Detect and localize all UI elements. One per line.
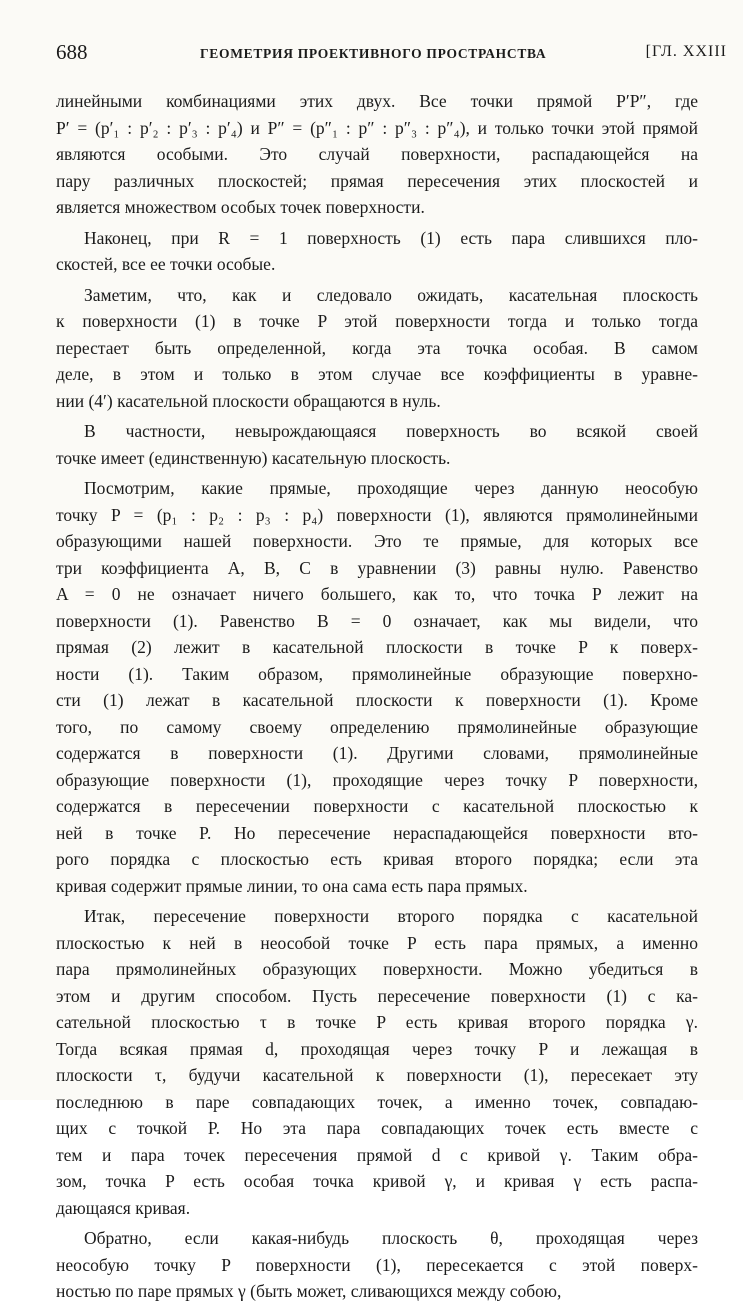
text-line: дающаяся кривая.: [56, 1197, 191, 1218]
text-line: последнюю в паре совпадающих точек, а именно точек, совпадаю-: [56, 1091, 698, 1112]
text-line: к поверхности (1) в точке P этой поверхности тогда и только тогда: [56, 311, 698, 331]
text-line: образующими нашей поверхности. Это те прямые, для которых все: [56, 531, 698, 551]
text-line: точку P = (p₁ : p₂ : p₃ : p₄) поверхности (1), являются прямолинейными: [56, 504, 698, 525]
text-line: В частности, невырождающаяся поверхность во всякой своей: [84, 421, 698, 441]
text-line: поверхности (1). Равенство B = 0 означает, как мы видели, что: [56, 610, 698, 631]
text-line: содержатся в поверхности (1). Другими словами, прямолинейные: [56, 743, 698, 763]
text-line: Итак, пересечение поверхности второго порядка с касательной: [84, 906, 698, 926]
text-line: Наконец, при R = 1 поверхность (1) есть пара слившихся пло-: [84, 227, 698, 248]
text-line: деле, в этом и только в этом случае все коэффициенты в уравне-: [56, 364, 698, 384]
text-line: A = 0 не означает ничего большего, как то, что точка P лежит на: [56, 584, 698, 604]
text-line: этом и другим способом. Пусть пересечение поверхности (1) с ка-: [56, 985, 698, 1006]
text-line: рого порядка с плоскостью есть кривая второго порядка; если эта: [56, 849, 698, 869]
text-line: того, по самому своему определению прямолинейные образующие: [56, 716, 698, 737]
text-line: ней в точке P. Но пересечение нераспадающейся поверхности вто-: [56, 822, 698, 843]
text-line: P′ = (p′₁ : p′₂ : p′₃ : p′₄) и P″ = (p″₁ : p″ : p″₃ : p″₄), и только точки этой прямой: [56, 117, 698, 138]
text-line: сательной плоскостью τ в точке P есть кривая второго порядка γ.: [56, 1012, 698, 1032]
text-line: сти (1) лежат в касательной плоскости к поверхности (1). Кроме: [56, 690, 698, 710]
text-line: скостей, все ее точки особые.: [56, 254, 276, 274]
chapter-label: [ГЛ. XXIII: [645, 43, 727, 60]
text-line: плоскостью к ней в неособой точке P есть пара прямых, а именно: [56, 932, 698, 953]
text-line: точке имеет (единственную) касательную плоскость.: [56, 447, 451, 468]
running-title: ГЕОМЕТРИЯ ПРОЕКТИВНОГО ПРОСТРАНСТВА: [200, 46, 547, 61]
text-line: линейными комбинациями этих двух. Все точки прямой P′P″, где: [56, 91, 698, 111]
text-line: содержатся в пересечении поверхности с касательной плоскостью к: [56, 796, 698, 816]
text-line: являются особыми. Это случай поверхности, распадающейся на: [56, 144, 698, 164]
text-line: перестает быть определенной, когда эта точка особая. В самом: [56, 337, 698, 358]
text-line: пару различных плоскостей; прямая пересечения этих плоскостей и: [56, 170, 698, 191]
text-line: Тогда всякая прямая d, проходящая через точку P и лежащая в: [56, 1038, 698, 1059]
text-line: ностью по паре прямых γ (быть может, сливающихся между собою,: [56, 1281, 562, 1301]
text-line: щих с точкой P. Но эта пара совпадающих точек есть вместе с: [56, 1118, 698, 1138]
text-line: Посмотрим, какие прямые, проходящие через данную неособую: [84, 478, 698, 498]
text-line: прямая (2) лежит в касательной плоскости в точке P к поверх-: [56, 637, 698, 657]
text-line: кривая содержит прямые линии, то она сама есть пара прямых.: [56, 875, 528, 896]
text-line: тем и пара точек пересечения прямой d с кривой γ. Таким обра-: [56, 1144, 698, 1165]
text-line: образующие поверхности (1), проходящие через точку P поверхности,: [56, 769, 698, 790]
body-text: [56, 88, 698, 1305]
text-line: три коэффициента A, B, C в уравнении (3) равны нулю. Равенство: [56, 557, 698, 578]
page-number: 688: [56, 40, 88, 64]
text-line: Заметим, что, как и следовало ожидать, касательная плоскость: [84, 284, 698, 305]
text-line: неособую точку P поверхности (1), пересекается с этой поверх-: [56, 1254, 698, 1275]
text-line: зом, точка P есть особая точка кривой γ, и кривая γ есть распа-: [56, 1171, 698, 1191]
text-line: нии (4′) касательной плоскости обращаются в нуль.: [56, 390, 441, 411]
text-line: Обратно, если какая-нибудь плоскость θ, проходящая через: [84, 1228, 698, 1248]
text-line: пара прямолинейных образующих поверхности. Можно убедиться в: [56, 959, 698, 979]
text-line: ности (1). Таким образом, прямолинейные образующие поверхно-: [56, 663, 698, 684]
text-line: является множеством особых точек поверхности.: [56, 197, 425, 217]
text-line: плоскости τ, будучи касательной к поверхности (1), пересекает эту: [56, 1065, 698, 1085]
page-header: [56, 40, 727, 70]
